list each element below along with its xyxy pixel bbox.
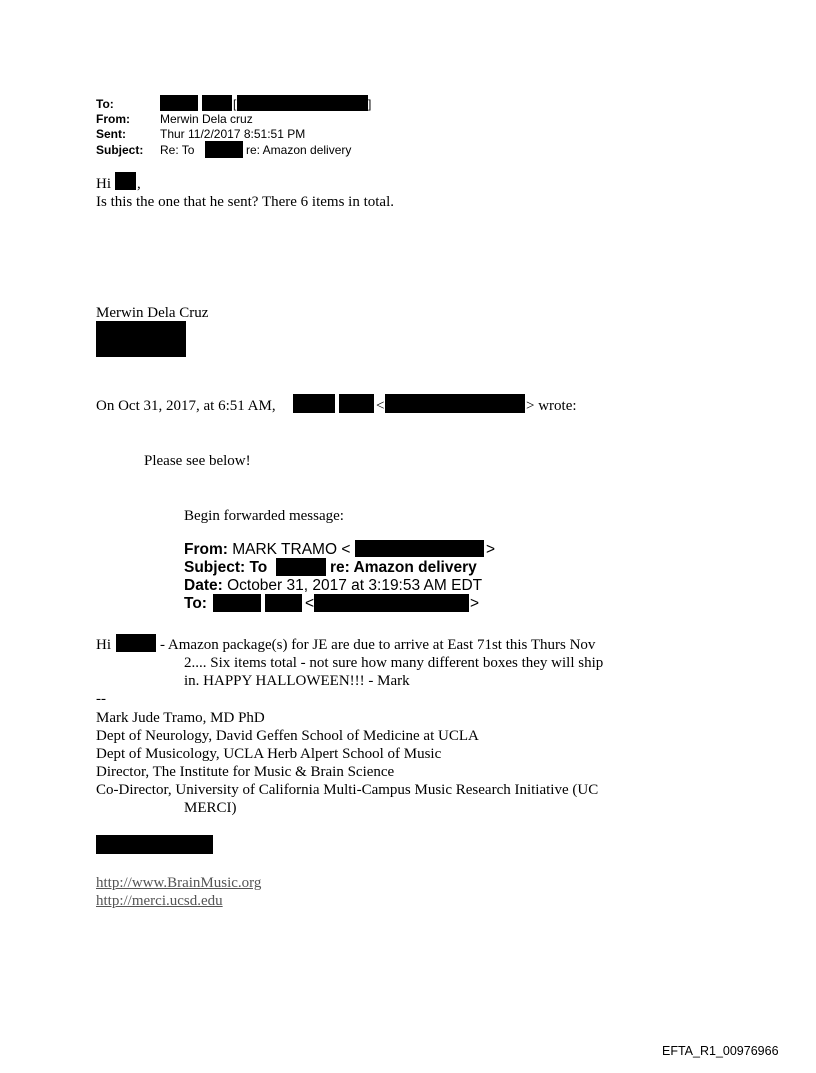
header-sent-value: Thur 11/2/2017 8:51:51 PM (160, 127, 306, 141)
brainmusic-link[interactable]: http://www.BrainMusic.org (96, 875, 262, 891)
header-subject-prefix: Re: To (160, 143, 195, 157)
fwd-subject-label: Subject: To (184, 559, 268, 576)
please-see-text: Please see below! (144, 453, 251, 469)
mark-hi: Hi (96, 637, 111, 653)
fwd-from-close: > (486, 541, 496, 558)
fwd-to-gt: > (470, 595, 480, 612)
mark-message-line: 2.... Six items total - not sure how many different boxes they will ship (184, 655, 604, 671)
header-sent-label: Sent: (96, 127, 126, 141)
document-id: EFTA_R1_00976966 (662, 1044, 779, 1058)
mark-sig-line: Mark Jude Tramo, MD PhD (96, 710, 265, 726)
redacted-block (276, 558, 326, 576)
redacted-block (160, 95, 198, 111)
signature-name: Merwin Dela Cruz (96, 305, 209, 321)
fwd-to-lt: < (305, 595, 315, 612)
bracket-open: [ (233, 97, 237, 111)
redacted-block (265, 594, 302, 612)
mark-sig-line: Dept of Neurology, David Geffen School of Medicine at UCLA (96, 728, 479, 744)
redacted-block (205, 141, 243, 158)
quoted-intro-prefix: On Oct 31, 2017, at 6:51 AM, (96, 398, 276, 414)
header-from-label: From: (96, 112, 130, 126)
mark-sig-line: Director, The Institute for Music & Brain Science (96, 764, 395, 780)
reply-greeting-comma: , (137, 176, 141, 192)
header-from-value: Merwin Dela cruz (160, 112, 253, 126)
fwd-from: From: MARK TRAMO < (184, 541, 351, 558)
bracket-close: ] (368, 97, 372, 111)
mark-sig-line: Dept of Musicology, UCLA Herb Alpert School of Music (96, 746, 442, 762)
mark-message-line: - Amazon package(s) for JE are due to arrive at East 71st this Thurs Nov (160, 637, 596, 653)
redacted-block (237, 95, 368, 111)
fwd-subject-value: re: Amazon delivery (330, 559, 477, 576)
quoted-intro-suffix: > wrote: (526, 398, 577, 414)
redacted-block (355, 540, 484, 557)
redacted-block (202, 95, 232, 111)
redacted-block (314, 594, 469, 612)
redacted-block (116, 634, 156, 652)
header-subject-label: Subject: (96, 143, 144, 157)
merci-link[interactable]: http://merci.ucsd.edu (96, 893, 223, 909)
redacted-block (213, 594, 261, 612)
redacted-block (339, 394, 374, 413)
header-subject-suffix: re: Amazon delivery (246, 143, 352, 157)
reply-line: Is this the one that he sent? There 6 items in total. (96, 194, 394, 210)
redacted-block (96, 835, 213, 854)
mark-sig-line: MERCI) (184, 800, 237, 816)
fwd-to-label: To: (184, 595, 207, 612)
mark-message-line: in. HAPPY HALLOWEEN!!! - Mark (184, 673, 410, 689)
quoted-intro-lt: < (376, 398, 385, 414)
begin-forwarded-text: Begin forwarded message: (184, 508, 344, 524)
redacted-block (96, 321, 186, 357)
reply-greeting: Hi (96, 176, 111, 192)
redacted-block (293, 394, 335, 413)
redacted-block (385, 394, 525, 413)
fwd-date: Date: October 31, 2017 at 3:19:53 AM EDT (184, 577, 483, 594)
header-to-label: To: (96, 97, 114, 111)
redacted-block (115, 172, 136, 190)
mark-sig-line: Co-Director, University of California Multi-Campus Music Research Initiative (UC (96, 782, 599, 798)
signature-dashes: -- (96, 691, 106, 707)
